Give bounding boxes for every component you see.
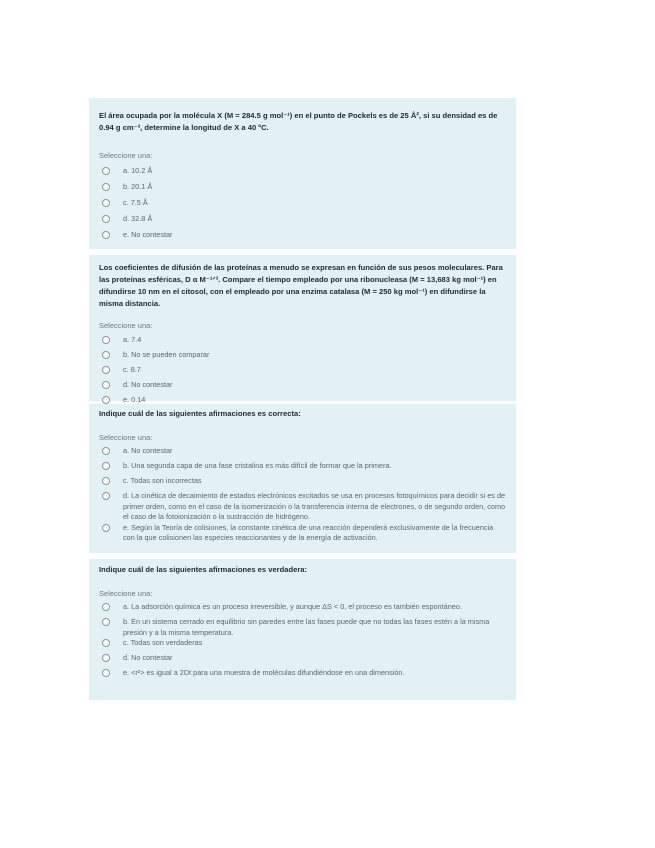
radio-icon[interactable] <box>102 167 110 175</box>
question-card-1 <box>89 98 516 249</box>
question-text: Indique cuál de las siguientes afirmaciones es correcta: <box>99 409 301 418</box>
answer-option-c[interactable]: c. Todas son verdaderas <box>99 638 506 653</box>
radio-icon[interactable] <box>102 215 110 223</box>
radio-icon[interactable] <box>102 492 110 500</box>
answer-option-b[interactable]: b. No se pueden comparar <box>99 350 506 365</box>
answer-option-c[interactable]: c. 8.7 <box>99 365 506 380</box>
radio-icon[interactable] <box>102 639 110 647</box>
radio-icon[interactable] <box>102 336 110 344</box>
answer-option-d[interactable]: d. La cinética de decaimiento de estados electrónicos excitados se usa en procesos fotoquímicos para decidir si es de primer orden, como en el caso de la isomerización o la transferencia interna de electrones, o de segundo orden, como el caso de la fotoionización o la sustracción de hidrógeno. <box>99 491 506 523</box>
question-card-3 <box>89 404 516 553</box>
radio-icon[interactable] <box>102 654 110 662</box>
radio-icon[interactable] <box>102 231 110 239</box>
radio-icon[interactable] <box>102 366 110 374</box>
question-card-2 <box>89 255 516 404</box>
answer-option-d[interactable]: d. No contestar <box>99 653 506 668</box>
radio-icon[interactable] <box>102 381 110 389</box>
select-prompt: Seleccione una: <box>99 589 153 598</box>
select-prompt: Seleccione una: <box>99 433 153 442</box>
radio-icon[interactable] <box>102 183 110 191</box>
radio-icon[interactable] <box>102 462 110 470</box>
answer-option-b[interactable]: b. Una segunda capa de una fase cristalina es más difícil de formar que la primera. <box>99 461 506 476</box>
answer-option-c[interactable]: c. Todas son incorrectas <box>99 476 506 491</box>
radio-icon[interactable] <box>102 447 110 455</box>
answer-option-a[interactable]: a. 10.2 Å <box>99 166 506 182</box>
select-prompt: Seleccione una: <box>99 321 153 330</box>
question-text: Los coeficientes de difusión de las proteínas a menudo se expresan en función de sus pesos moleculares. Para las proteínas esféricas, D α M⁻¹ᐟ³. Compare el tiempo empleado por una ribonucleasa (M = 13,683 kg mol⁻¹) en difundirse 10 nm en el citosol, con el empleado por una enzima catalasa (M = 250 kg mol⁻¹) en difundirse la misma distancia. <box>99 263 503 308</box>
radio-icon[interactable] <box>102 199 110 207</box>
radio-icon[interactable] <box>102 618 110 626</box>
answer-option-a[interactable]: a. 7.4 <box>99 335 506 350</box>
radio-icon[interactable] <box>102 351 110 359</box>
answer-option-a[interactable]: a. La adsorción química es un proceso irreversible, y aunque ΔS < 0, el proceso es también espontáneo. <box>99 602 506 617</box>
radio-icon[interactable] <box>102 669 110 677</box>
radio-icon[interactable] <box>102 396 110 404</box>
answer-option-c[interactable]: c. 7.5 Å <box>99 198 506 214</box>
answer-option-d[interactable]: d. No contestar <box>99 380 506 395</box>
answer-option-d[interactable]: d. 32.8 Å <box>99 214 506 230</box>
answer-option-a[interactable]: a. No contestar <box>99 446 506 461</box>
select-prompt: Seleccione una: <box>99 151 153 160</box>
answer-option-e[interactable]: e. 0.14 <box>99 395 506 410</box>
answer-option-e[interactable]: e. <r²> es igual a 2Dt para una muestra de moléculas difundiéndose en una dimensión. <box>99 668 506 683</box>
question-card-4 <box>89 559 516 700</box>
answer-option-b[interactable]: b. En un sistema cerrado en equilibrio sin paredes entre las fases puede que no todas las fases estén a la misma presión y a la misma temperatura. <box>99 617 506 638</box>
answer-option-b[interactable]: b. 20.1 Å <box>99 182 506 198</box>
radio-icon[interactable] <box>102 524 110 532</box>
answer-option-e[interactable]: e. No contestar <box>99 230 506 246</box>
question-text: El área ocupada por la molécula X (M = 284.5 g mol⁻¹) en el punto de Pockels es de 25 Å², si su densidad es de 0.94 g cm⁻³, determine la longitud de X a 40 ºC. <box>99 111 498 132</box>
question-text: Indique cuál de las siguientes afirmaciones es verdadera: <box>99 565 308 574</box>
radio-icon[interactable] <box>102 603 110 611</box>
answer-option-e[interactable]: e. Según la Teoría de colisiones, la constante cinética de una reacción dependerá exclusivamente de la frecuencia con la que colisionen las especies reaccionantes y de la energía de activación. <box>99 523 506 544</box>
radio-icon[interactable] <box>102 477 110 485</box>
